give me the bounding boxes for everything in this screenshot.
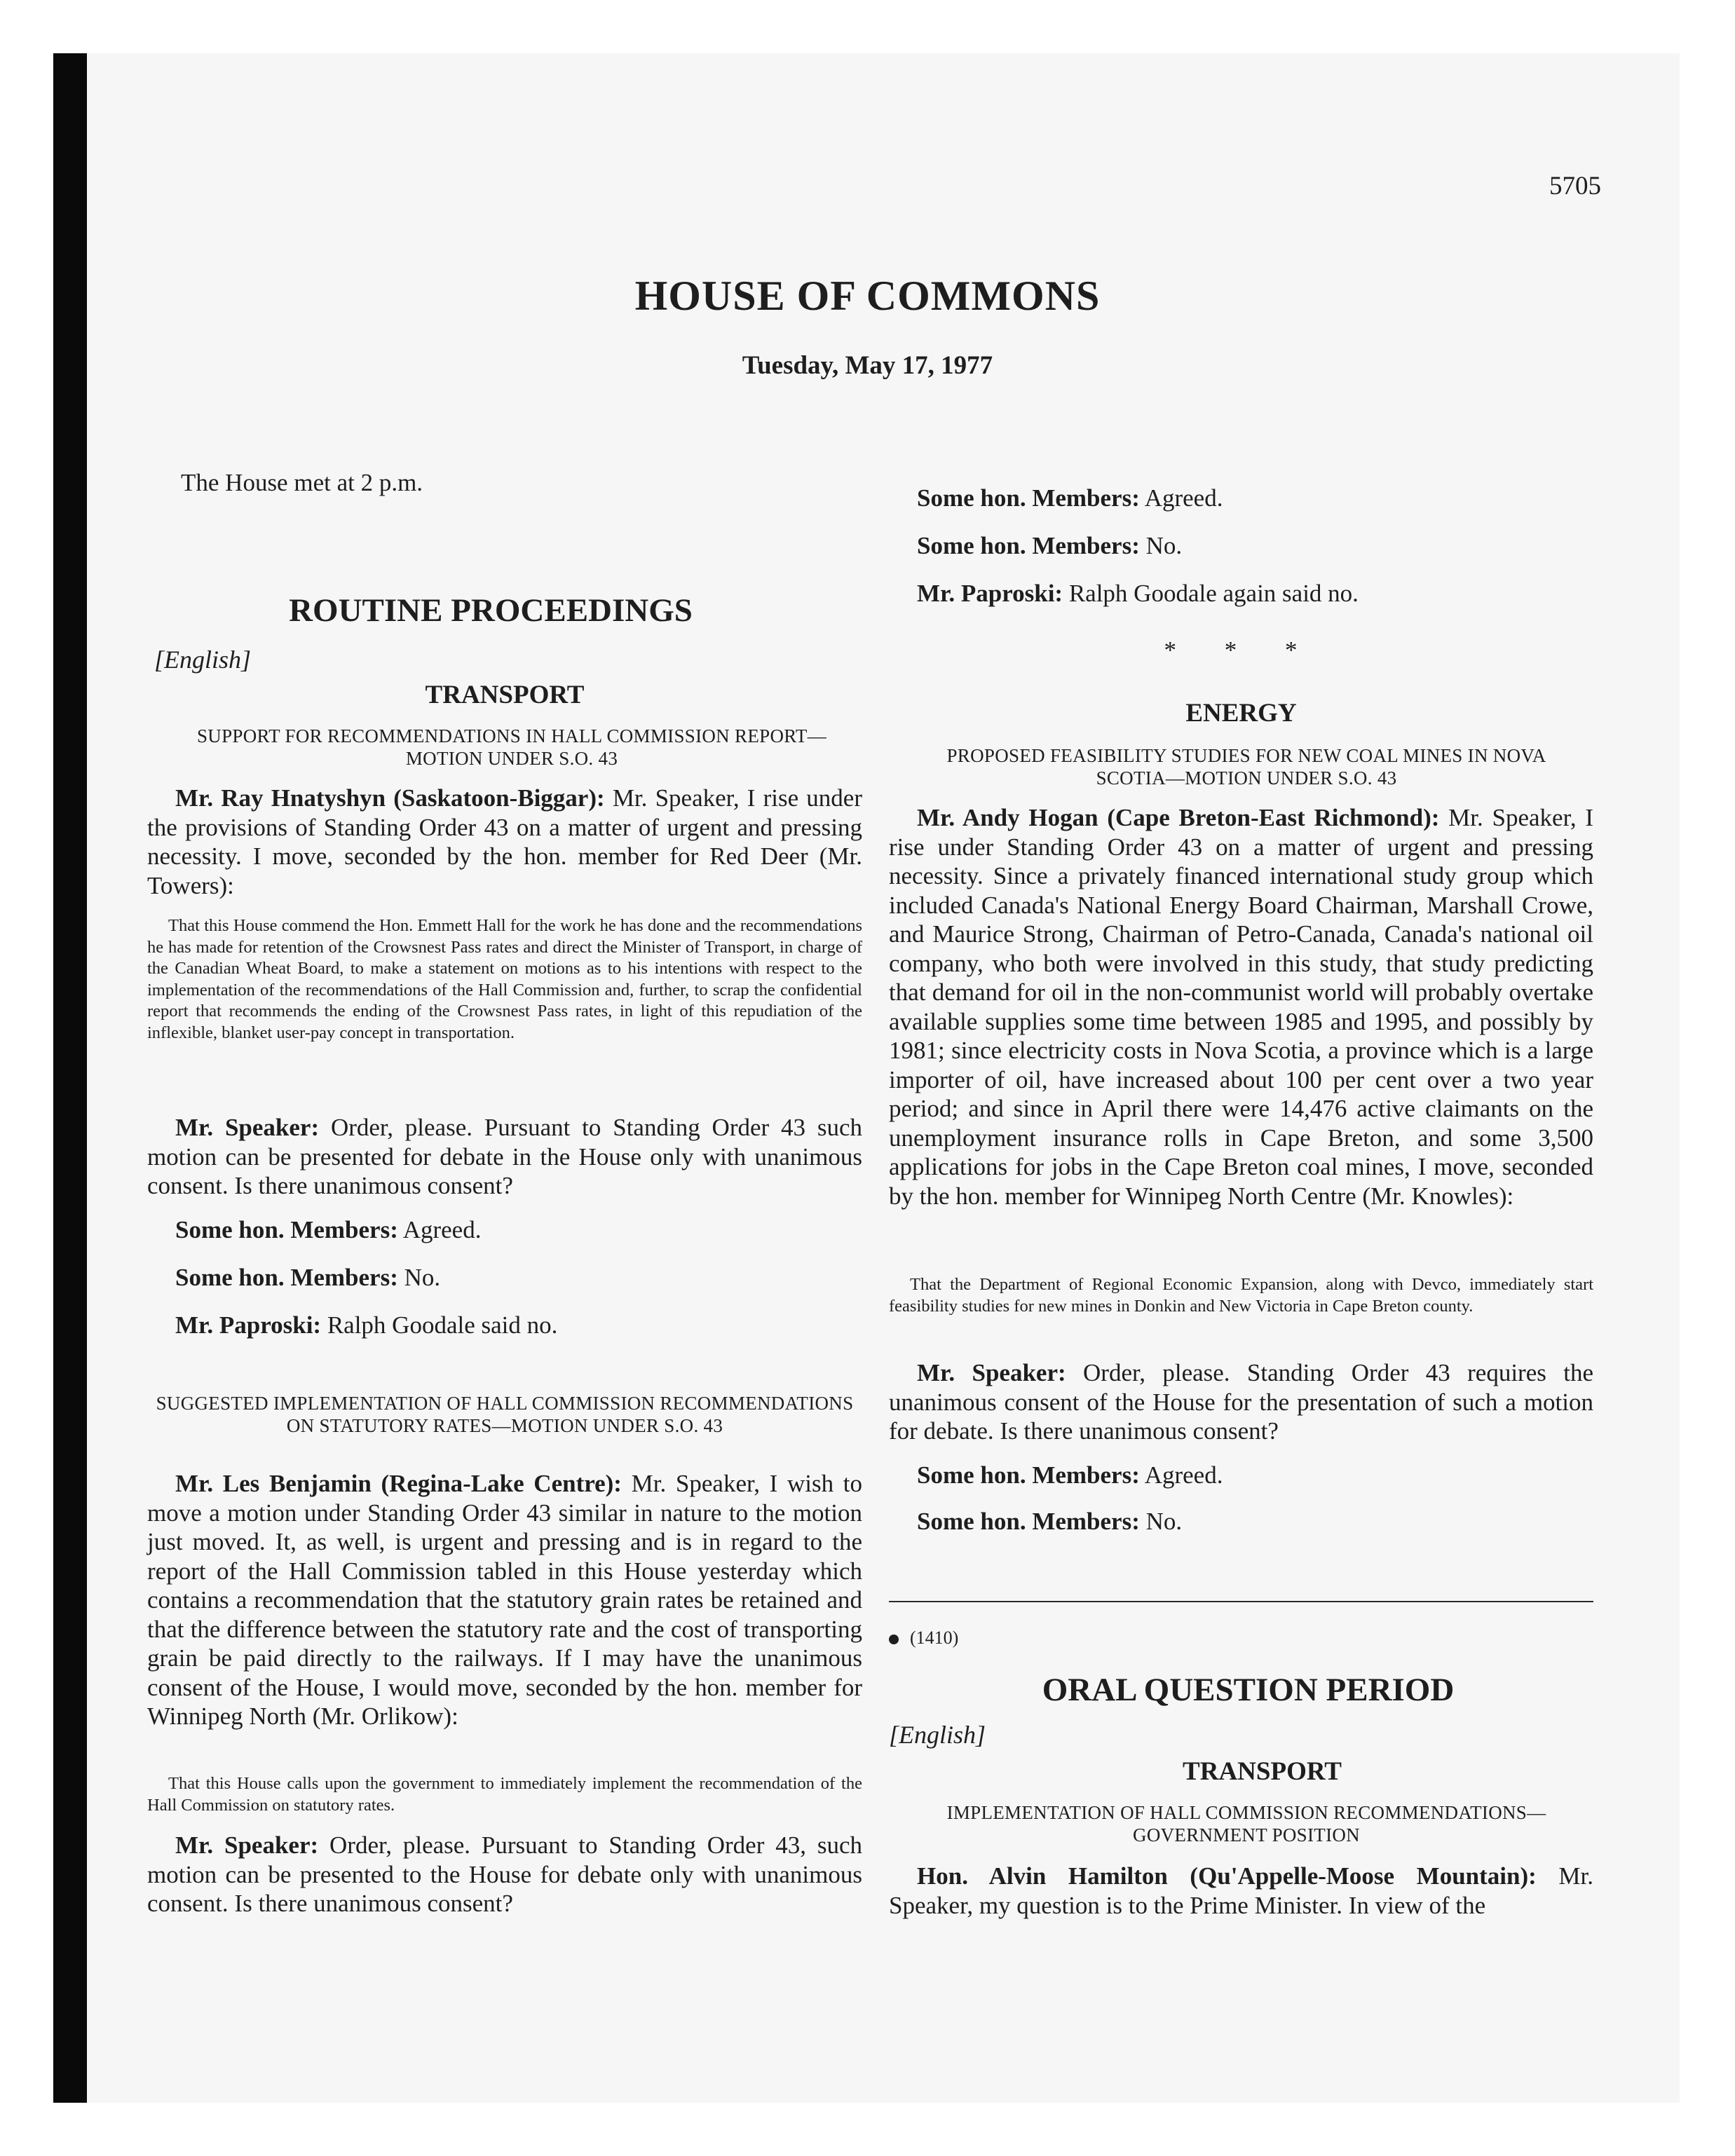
section-rule <box>889 1601 1593 1602</box>
speech-text: Agreed. <box>402 1216 482 1243</box>
speech-members-agreed <box>917 484 1621 513</box>
speech-text: Agreed. <box>1144 484 1223 512</box>
speech-text: Mr. Speaker, I wish to move a motion under Standing Order 43 similar in nature to the motion just moved. It, as well, is urgent and pressing and is in regard to the report of the Hall Commission tabled in this House yesterday which contains a recommendation that the statutory grain rates be retained and that the difference between the statutory rate and the cost of transporting grain be paid directly to the railways. If I may have the unanimous consent of the House, I would move, seconded by the hon. member for Winnipeg North (Mr. Orlikow): <box>147 1470 862 1730</box>
speech-text: Mr. Speaker, my question is to the Prime Minister. In view of the <box>889 1862 1594 1919</box>
speech-benjamin <box>147 1469 862 1731</box>
topic-subheading: IMPLEMENTATION OF HALL COMMISSION RECOMMENDATIONS—GOVERNMENT POSITION <box>946 1802 1546 1845</box>
section-divider-stars: * * * <box>1164 636 1319 664</box>
speaker-name: Mr. Paproski: <box>917 580 1063 607</box>
speaker-name: Hon. Alvin Hamilton (Qu'Appelle-Moose Mountain): <box>917 1862 1537 1890</box>
speech-members-agreed <box>175 1215 890 1245</box>
speech-text: Order, please. Standing Order 43 requires the unanimous consent of the House for the presentation of such a motion for debate. Is there unanimous consent? <box>889 1359 1593 1445</box>
motion-text: That the Department of Regional Economic Expansion, along with Devco, immediately start feasibility studies for new mines in Donkin and New Victoria in Cape Breton county. <box>889 1275 1593 1316</box>
speech-text: Mr. Speaker, I rise under Standing Order 43 on a matter of urgent and pressing necessity. Since a privately financed international study group which included Canada's National Energy Board Chairman, Marshall Crowe, and Maurice Strong, Chairman of Petro-Canada, Canada's national oil company, who both were involved in this study, that study predicting that demand for oil in the non-communist world will probably overtake available supplies some time between 1985 and 1995, and possibly by 1981; since electricity costs in Nova Scotia, a province which is a large importer of oil, have increased about 100 per cent over a two year period; and since in April there were 14,476 active claimants on the unemployment insurance rolls in Cape Breton, and some 3,500 applications for jobs in the Cape Breton coal mines, I move, seconded by the hon. member for Winnipeg North Centre (Mr. Knowles): <box>889 804 1594 1210</box>
speaker-name: Mr. Paproski: <box>175 1311 322 1339</box>
speaker-name: Some hon. Members: <box>175 1264 398 1291</box>
speaker-name: Some hon. Members: <box>917 532 1140 559</box>
speech-text: No. <box>404 1264 441 1291</box>
page-title: HOUSE OF COMMONS <box>634 273 1101 319</box>
page-number: 5705 <box>1549 172 1601 200</box>
speech-members-no <box>917 1507 1621 1536</box>
speech-paproski <box>917 579 1621 608</box>
speech-hnatyshyn <box>147 784 862 900</box>
speaker-name: Mr. Andy Hogan (Cape Breton-East Richmond): <box>917 804 1440 831</box>
topic-heading-transport: TRANSPORT <box>1183 1757 1342 1786</box>
speaker-name: Mr. Speaker: <box>917 1359 1066 1386</box>
topic-subheading: SUPPORT FOR RECOMMENDATIONS IN HALL COMMISSION REPORT—MOTION UNDER S.O. 43 <box>196 725 827 769</box>
speaker-name: Some hon. Members: <box>917 484 1140 512</box>
speech-text: Ralph Goodale again said no. <box>1068 580 1359 607</box>
speaker-name: Some hon. Members: <box>917 1508 1140 1535</box>
speech-text: Mr. Speaker, I rise under the provisions of Standing Order 43 on a matter of urgent and pressing necessity. I move, seconded by the hon. member for Red Deer (Mr. Towers): <box>147 784 862 899</box>
time-marker <box>889 1628 958 1649</box>
speech-paproski <box>175 1311 890 1340</box>
time-marker-text: (1410) <box>910 1628 959 1648</box>
sitting-date: Tuesday, May 17, 1977 <box>742 351 993 380</box>
speech-text: Ralph Goodale said no. <box>327 1311 558 1339</box>
speech-speaker <box>147 1831 862 1918</box>
topic-subheading: SUGGESTED IMPLEMENTATION OF HALL COMMISSION RECOMMENDATIONS ON STATUTORY RATES—MOTION UNDER S.O. 43 <box>156 1393 854 1436</box>
speech-members-no <box>917 531 1621 561</box>
language-tag: [English] <box>154 646 252 674</box>
speech-hogan <box>889 803 1593 1210</box>
speech-text: Order, please. Pursuant to Standing Order 43 such motion can be presented for debate in the House only with unanimous consent. Is there unanimous consent? <box>147 1114 863 1199</box>
speech-members-no <box>175 1263 890 1292</box>
topic-subheading: PROPOSED FEASIBILITY STUDIES FOR NEW COAL MINES IN NOVA SCOTIA—MOTION UNDER S.O. 43 <box>946 745 1546 789</box>
speech-speaker <box>147 1113 862 1201</box>
speaker-name: Some hon. Members: <box>175 1216 398 1243</box>
speech-speaker <box>889 1358 1593 1446</box>
opening-line: The House met at 2 p.m. <box>181 469 423 496</box>
motion-text: That this House calls upon the government to immediately implement the recommendation of the Hall Commission on statutory rates. <box>147 1774 862 1815</box>
language-tag: [English] <box>889 1721 986 1749</box>
speaker-name: Some hon. Members: <box>917 1461 1140 1489</box>
section-heading-routine-proceedings: ROUTINE PROCEEDINGS <box>289 592 693 629</box>
speech-text: Agreed. <box>1144 1461 1223 1489</box>
topic-heading-energy: ENERGY <box>1185 699 1297 728</box>
speech-text: Order, please. Pursuant to Standing Order 43, such motion can be presented to the House for debate only with unanimous consent. Is there unanimous consent? <box>147 1831 862 1917</box>
speech-text: No. <box>1145 532 1183 559</box>
speaker-name: Mr. Les Benjamin (Regina-Lake Centre): <box>175 1470 622 1497</box>
bullet-icon <box>889 1635 899 1644</box>
speaker-name: Mr. Ray Hnatyshyn (Saskatoon-Biggar): <box>175 784 605 812</box>
speaker-name: Mr. Speaker: <box>175 1831 319 1859</box>
speech-text: No. <box>1145 1508 1183 1535</box>
speech-members-agreed <box>917 1461 1621 1490</box>
speech-hamilton <box>889 1862 1593 1920</box>
speaker-name: Mr. Speaker: <box>175 1114 320 1141</box>
motion-text: That this House commend the Hon. Emmett Hall for the work he has done and the recommendations he has made for retention of the Crowsnest Pass rates and direct the Minister of Transport, in charge of the Canadian Wheat Board, to make a statement on motions as to his intentions with respect to the implementation of the recommendations of the Hall Commission and, further, to scrap the confidential report that recommends the ending of the Crowsnest Pass rates, in light of this repudiation of the inflexible, blanket user-pay concept in transportation. <box>147 916 862 1042</box>
topic-heading-transport: TRANSPORT <box>425 681 585 709</box>
section-heading-oral-question-period: ORAL QUESTION PERIOD <box>1042 1672 1455 1708</box>
